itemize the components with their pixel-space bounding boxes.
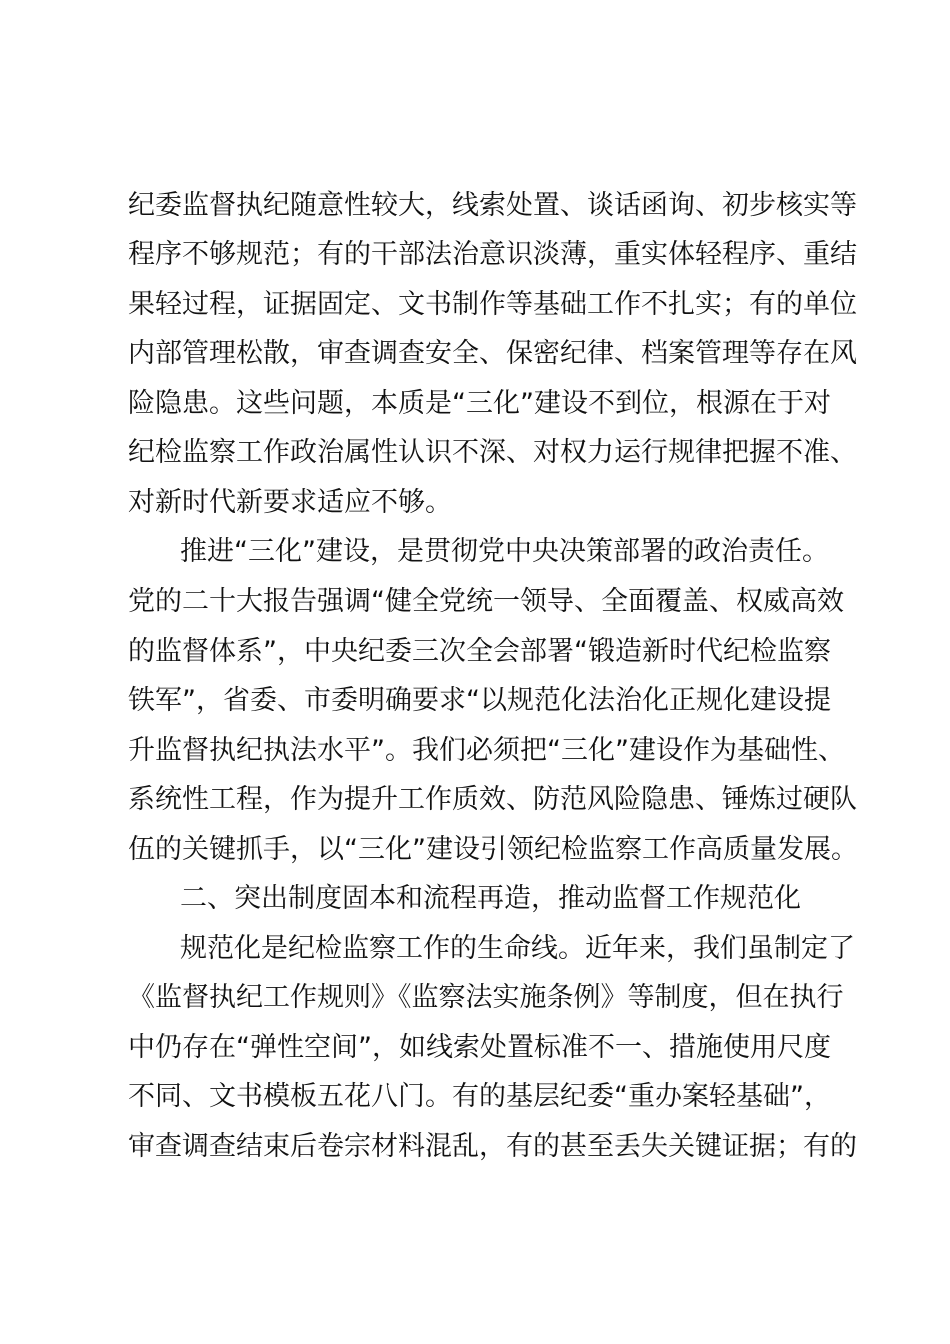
- text-line: 险隐患。这些问题，本质是“三化”建设不到位，根源在于对: [128, 388, 831, 419]
- text-line: 果轻过程，证据固定、文书制作等基础工作不扎实；有的单位: [128, 289, 857, 320]
- text-line: 纪委监督执纪随意性较大，线索处置、谈话函询、初步核实等: [128, 190, 857, 221]
- text-line: 的监督体系”，中央纪委三次全会部署“锻造新时代纪检监察: [128, 636, 831, 667]
- text-line: 伍的关键抓手，以“三化”建设引领纪检监察工作高质量发展。: [128, 834, 858, 865]
- text-line: 铁军”，省委、市委明确要求“以规范化法治化正规化建设提: [128, 685, 831, 716]
- text-line: 升监督执纪执法水平”。我们必须把“三化”建设作为基础性、: [128, 735, 845, 766]
- section-heading: 二、突出制度固本和流程再造，推动监督工作规范化: [180, 883, 801, 914]
- text-line: 不同、文书模板五花八门。有的基层纪委“重办案轻基础”，: [128, 1081, 831, 1112]
- paragraph-first-line: 规范化是纪检监察工作的生命线。近年来，我们虽制定了: [180, 933, 855, 964]
- text-line: 对新时代新要求适应不够。: [128, 487, 452, 518]
- text-line: 中仍存在“弹性空间”，如线索处置标准不一、措施使用尺度: [128, 1032, 831, 1063]
- text-line: 程序不够规范；有的干部法治意识淡薄，重实体轻程序、重结: [128, 239, 857, 270]
- text-line: 审查调查结束后卷宗材料混乱，有的甚至丢失关键证据；有的: [128, 1131, 857, 1162]
- text-line: 党的二十大报告强调“健全党统一领导、全面覆盖、权威高效: [128, 586, 844, 617]
- text-line: 《监督执纪工作规则》《监察法实施条例》等制度，但在执行: [128, 982, 844, 1013]
- text-line: 内部管理松散，审查调查安全、保密纪律、档案管理等存在风: [128, 338, 857, 369]
- text-line: 系统性工程，作为提升工作质效、防范风险隐患、锤炼过硬队: [128, 784, 857, 815]
- text-line: 纪检监察工作政治属性认识不深、对权力运行规律把握不准、: [128, 437, 857, 468]
- paragraph-first-line: 推进“三化”建设，是贯彻党中央决策部署的政治责任。: [180, 536, 829, 567]
